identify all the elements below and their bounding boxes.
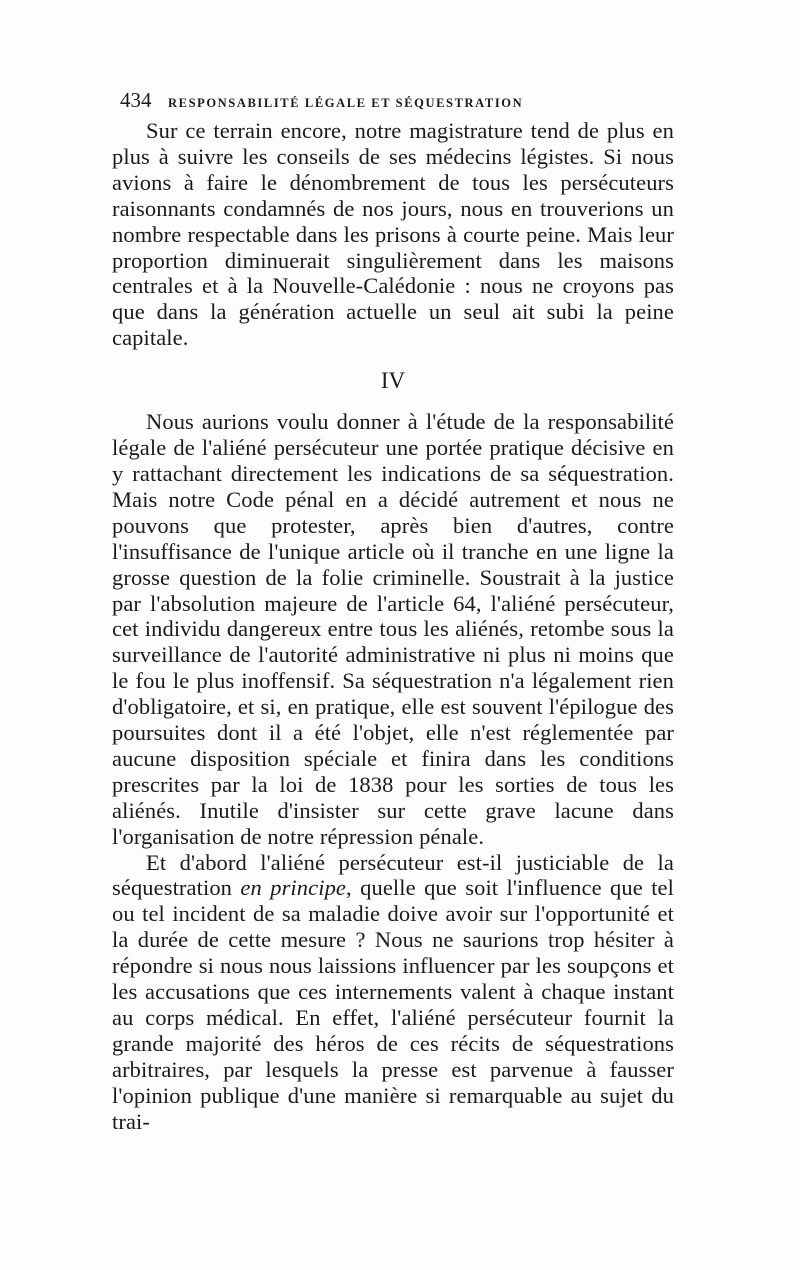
section-heading: IV (380, 368, 406, 394)
body-text (112, 118, 674, 1135)
paragraph-3-start: Et d'abord l'aliéné persécuteur est-il justiciable de la séquestration (112, 849, 674, 901)
page-text-block (112, 88, 674, 1135)
running-head (120, 88, 674, 118)
emphasized-phrase: en principe (240, 875, 347, 901)
paragraph-3-end: , quelle que soit l'influence que tel ou tel incident de sa maladie doive avoir sur l'opportunité et la durée de cette mesure ? Nous ne saurions trop hésiter à répondre si nous nous laissions influencer par les soupçons et les accusations que ces internements valent à chaque instant au corps médical. En effet, l'aliéné persécuteur fournit la grande majorité des héros de ces récits de séquestrations arbitraires, par lesquels la presse est parvenue à fausser l'opinion publique d'une manière si remarquable au sujet du trai- (112, 875, 674, 1134)
page-number: 434 (120, 88, 152, 112)
running-title: RESPONSABILITÉ LÉGALE ET SÉQUESTRATION (168, 96, 524, 110)
paragraph-3 (112, 850, 674, 1135)
paragraph-2: Nous aurions voulu donner à l'étude de la responsabilité légale de l'aliéné persécuteur une portée pratique décisive en y rattachant directement les indications de sa séquestration. Mais notre Code pénal en a décidé autrement et nous ne pouvons que protester, après bien d'autres, contre l'insuffisance de l'unique article où il tranche en une ligne la grosse question de la folie criminelle. Soustrait à la justice par l'absolution majeure de l'article 64, l'aliéné persécuteur, cet individu dangereux entre tous les aliénés, retombe sous la surveillance de l'autorité administrative ni plus ni moins que le fou le plus inoffensif. Sa séquestration n'a légalement rien d'obligatoire, et si, en pratique, elle est souvent l'épilogue des poursuites dont il a été l'objet, elle n'est réglementée par aucune disposition spéciale et finira dans les conditions prescrites par la loi de 1838 pour les sorties de tous les aliénés. Inutile d'insister sur cette grave lacune dans l'organisation de notre répression pénale. (112, 409, 674, 849)
paragraph-1: Sur ce terrain encore, notre magistrature tend de plus en plus à suivre les conseils de ses médecins légistes. Si nous avions à faire le dénombrement de tous les persécuteurs raisonnants condamnés de nos jours, nous en trouverions un nombre respectable dans les prisons à courte peine. Mais leur proportion diminuerait singulièrement dans les maisons centrales et à la Nouvelle-Calédonie : nous ne croyons pas que dans la génération actuelle un seul ait subi la peine capitale. (112, 118, 674, 351)
